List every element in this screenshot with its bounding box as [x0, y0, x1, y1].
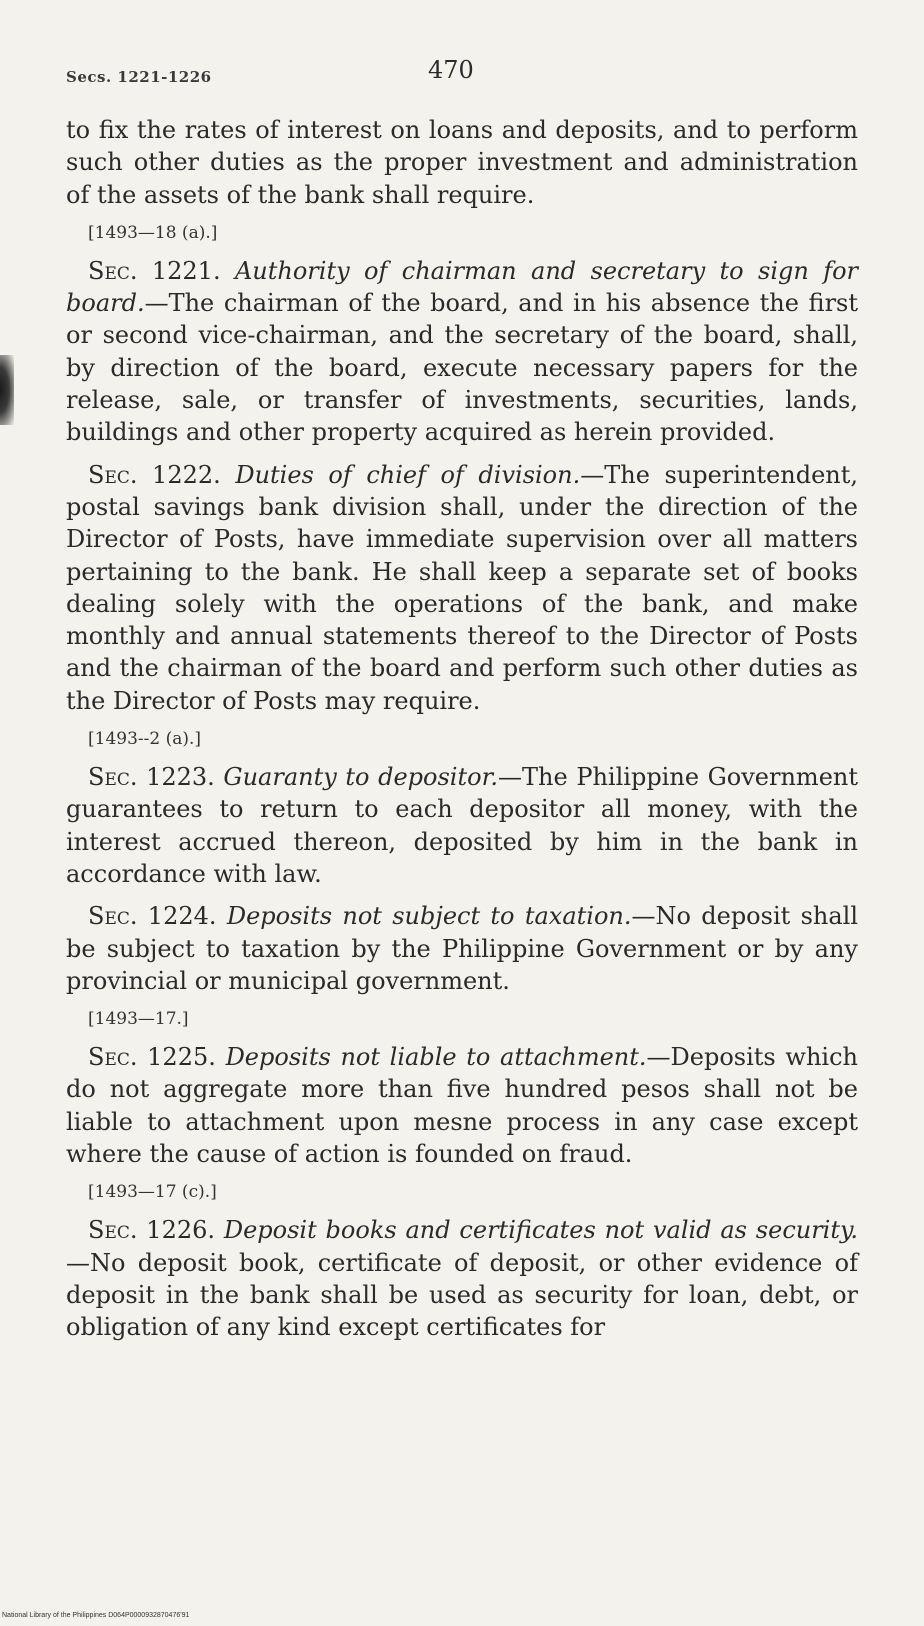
section-title: Duties of chief of division.	[235, 460, 581, 489]
section-title: Guaranty to depositor.	[223, 763, 499, 792]
section-text: —Deposits which do not aggregate more than five hundred pesos shall not be liable to attachment upon mesne process in any case except where the cause of action is founded on fraud.	[66, 1043, 858, 1169]
section-title: Deposits not subject to taxation.	[226, 902, 632, 931]
section-label: Sec. 1226.	[88, 1216, 216, 1245]
section-label: Sec. 1225.	[88, 1043, 216, 1072]
section-range-header: Secs. 1221-1226	[66, 68, 212, 86]
citation: [1493—17.]	[88, 1009, 189, 1030]
section-text: —The Philippine Government guarantees to return to each depositor all money, with the interest accrued thereon, deposited by him in the bank in accordance with law.	[66, 763, 858, 888]
citation: [1493--2 (a).]	[88, 729, 202, 750]
section-title: Authority of chairman and secretary to sign for board.	[66, 256, 858, 318]
page-edge-shadow	[0, 355, 14, 425]
continuation-paragraph: to fix the rates of interest on loans and deposits, and to perform such other duties as the proper investment and administration of the assets of the bank shall require.	[66, 116, 858, 209]
section-text: —No deposit shall be subject to taxation by the Philippine Government or by any provincial or municipal government.	[66, 902, 859, 995]
library-footer: National Library of the Philippines D064P0000932870476'91	[2, 1612, 190, 1619]
section-1226	[66, 1214, 858, 1343]
page-number: 470	[428, 56, 474, 84]
citation: [1493—17 (c).]	[88, 1182, 217, 1203]
page-body	[66, 114, 858, 1354]
section-1223	[66, 761, 858, 890]
section-1222	[66, 459, 858, 717]
section-text: —The superintendent, postal savings bank division shall, under the direction of the Director of Posts, have immediate supervision over all matters pertaining to the bank. He shall keep a separate set of books dealing solely with the operations of the bank, and make monthly and annual statements thereof to the Director of Posts and the chairman of the board and perform such other duties as the Director of Posts may require.	[66, 460, 859, 715]
section-text: —The chairman of the board, and in his absence the first or second vice-chairman, and the secretary of the board, shall, by direction of the board, execute necessary papers for the release, sale, or transfer of investments, securities, lands, buildings and other property acquired as herein provided.	[66, 289, 858, 447]
section-label: Sec. 1224.	[88, 902, 217, 931]
section-1224	[66, 900, 858, 997]
section-label: Sec. 1221.	[88, 256, 221, 285]
section-label: Sec. 1223.	[88, 763, 215, 792]
section-title: Deposit books and certificates not valid as security.	[223, 1216, 859, 1245]
citation: [1493—18 (a).]	[88, 222, 218, 243]
section-text: —No deposit book, certificate of deposit, or other evidence of deposit in the bank shall be used as security for loan, debt, or obligation of any kind except certificates for	[66, 1248, 858, 1342]
section-1221	[66, 255, 858, 449]
section-title: Deposits not liable to attachment.	[225, 1043, 647, 1072]
section-1225	[66, 1041, 858, 1170]
section-label: Sec. 1222.	[88, 460, 221, 489]
